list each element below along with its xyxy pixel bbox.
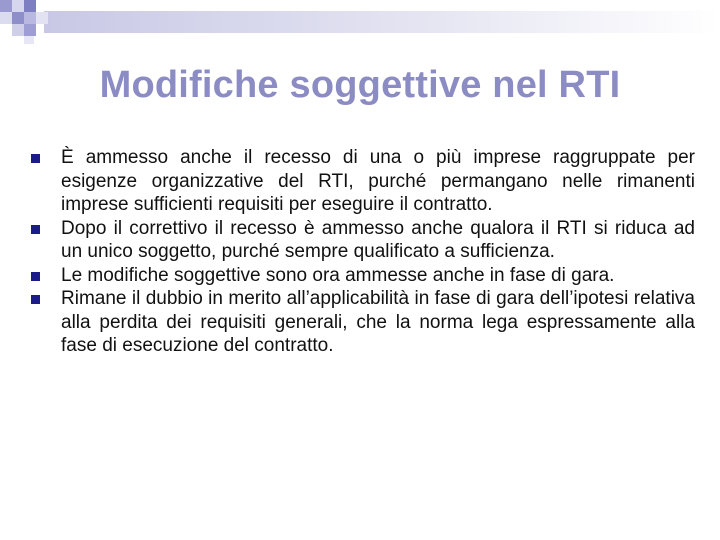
bullet-text: Dopo il correttivo il recesso è ammesso anche qualora il RTI si riduca ad un unico soggetto, purché sempre qualificato a sufficienza. [61,217,695,262]
bullet-list [30,146,695,358]
square-bullet-icon [31,272,40,281]
bullet-text: È ammesso anche il recesso di una o più imprese raggruppate per esigenze organizzative del RTI, purché permangano nelle rimanenti imprese sufficienti requisiti per eseguire il contratto. [61,147,695,215]
bullet-item [30,217,695,264]
slide-title: Modifiche soggettive nel RTI [99,64,621,106]
bullet-text: Le modifiche soggettive sono ora ammesse anche in fase di gara. [61,264,615,286]
bullet-item [30,264,695,288]
square-bullet-icon [31,295,40,304]
bullet-item [30,146,695,217]
decorative-header-pattern [0,0,720,46]
square-bullet-icon [31,154,40,163]
bullet-item [30,287,695,358]
bullet-text: Rimane il dubbio in merito all’applicabilità in fase di gara dell’ipotesi relativa alla perdita dei requisiti generali, che la norma lega espressamente alla fase di esecuzione del contratto. [61,288,695,356]
square-bullet-icon [31,225,40,234]
